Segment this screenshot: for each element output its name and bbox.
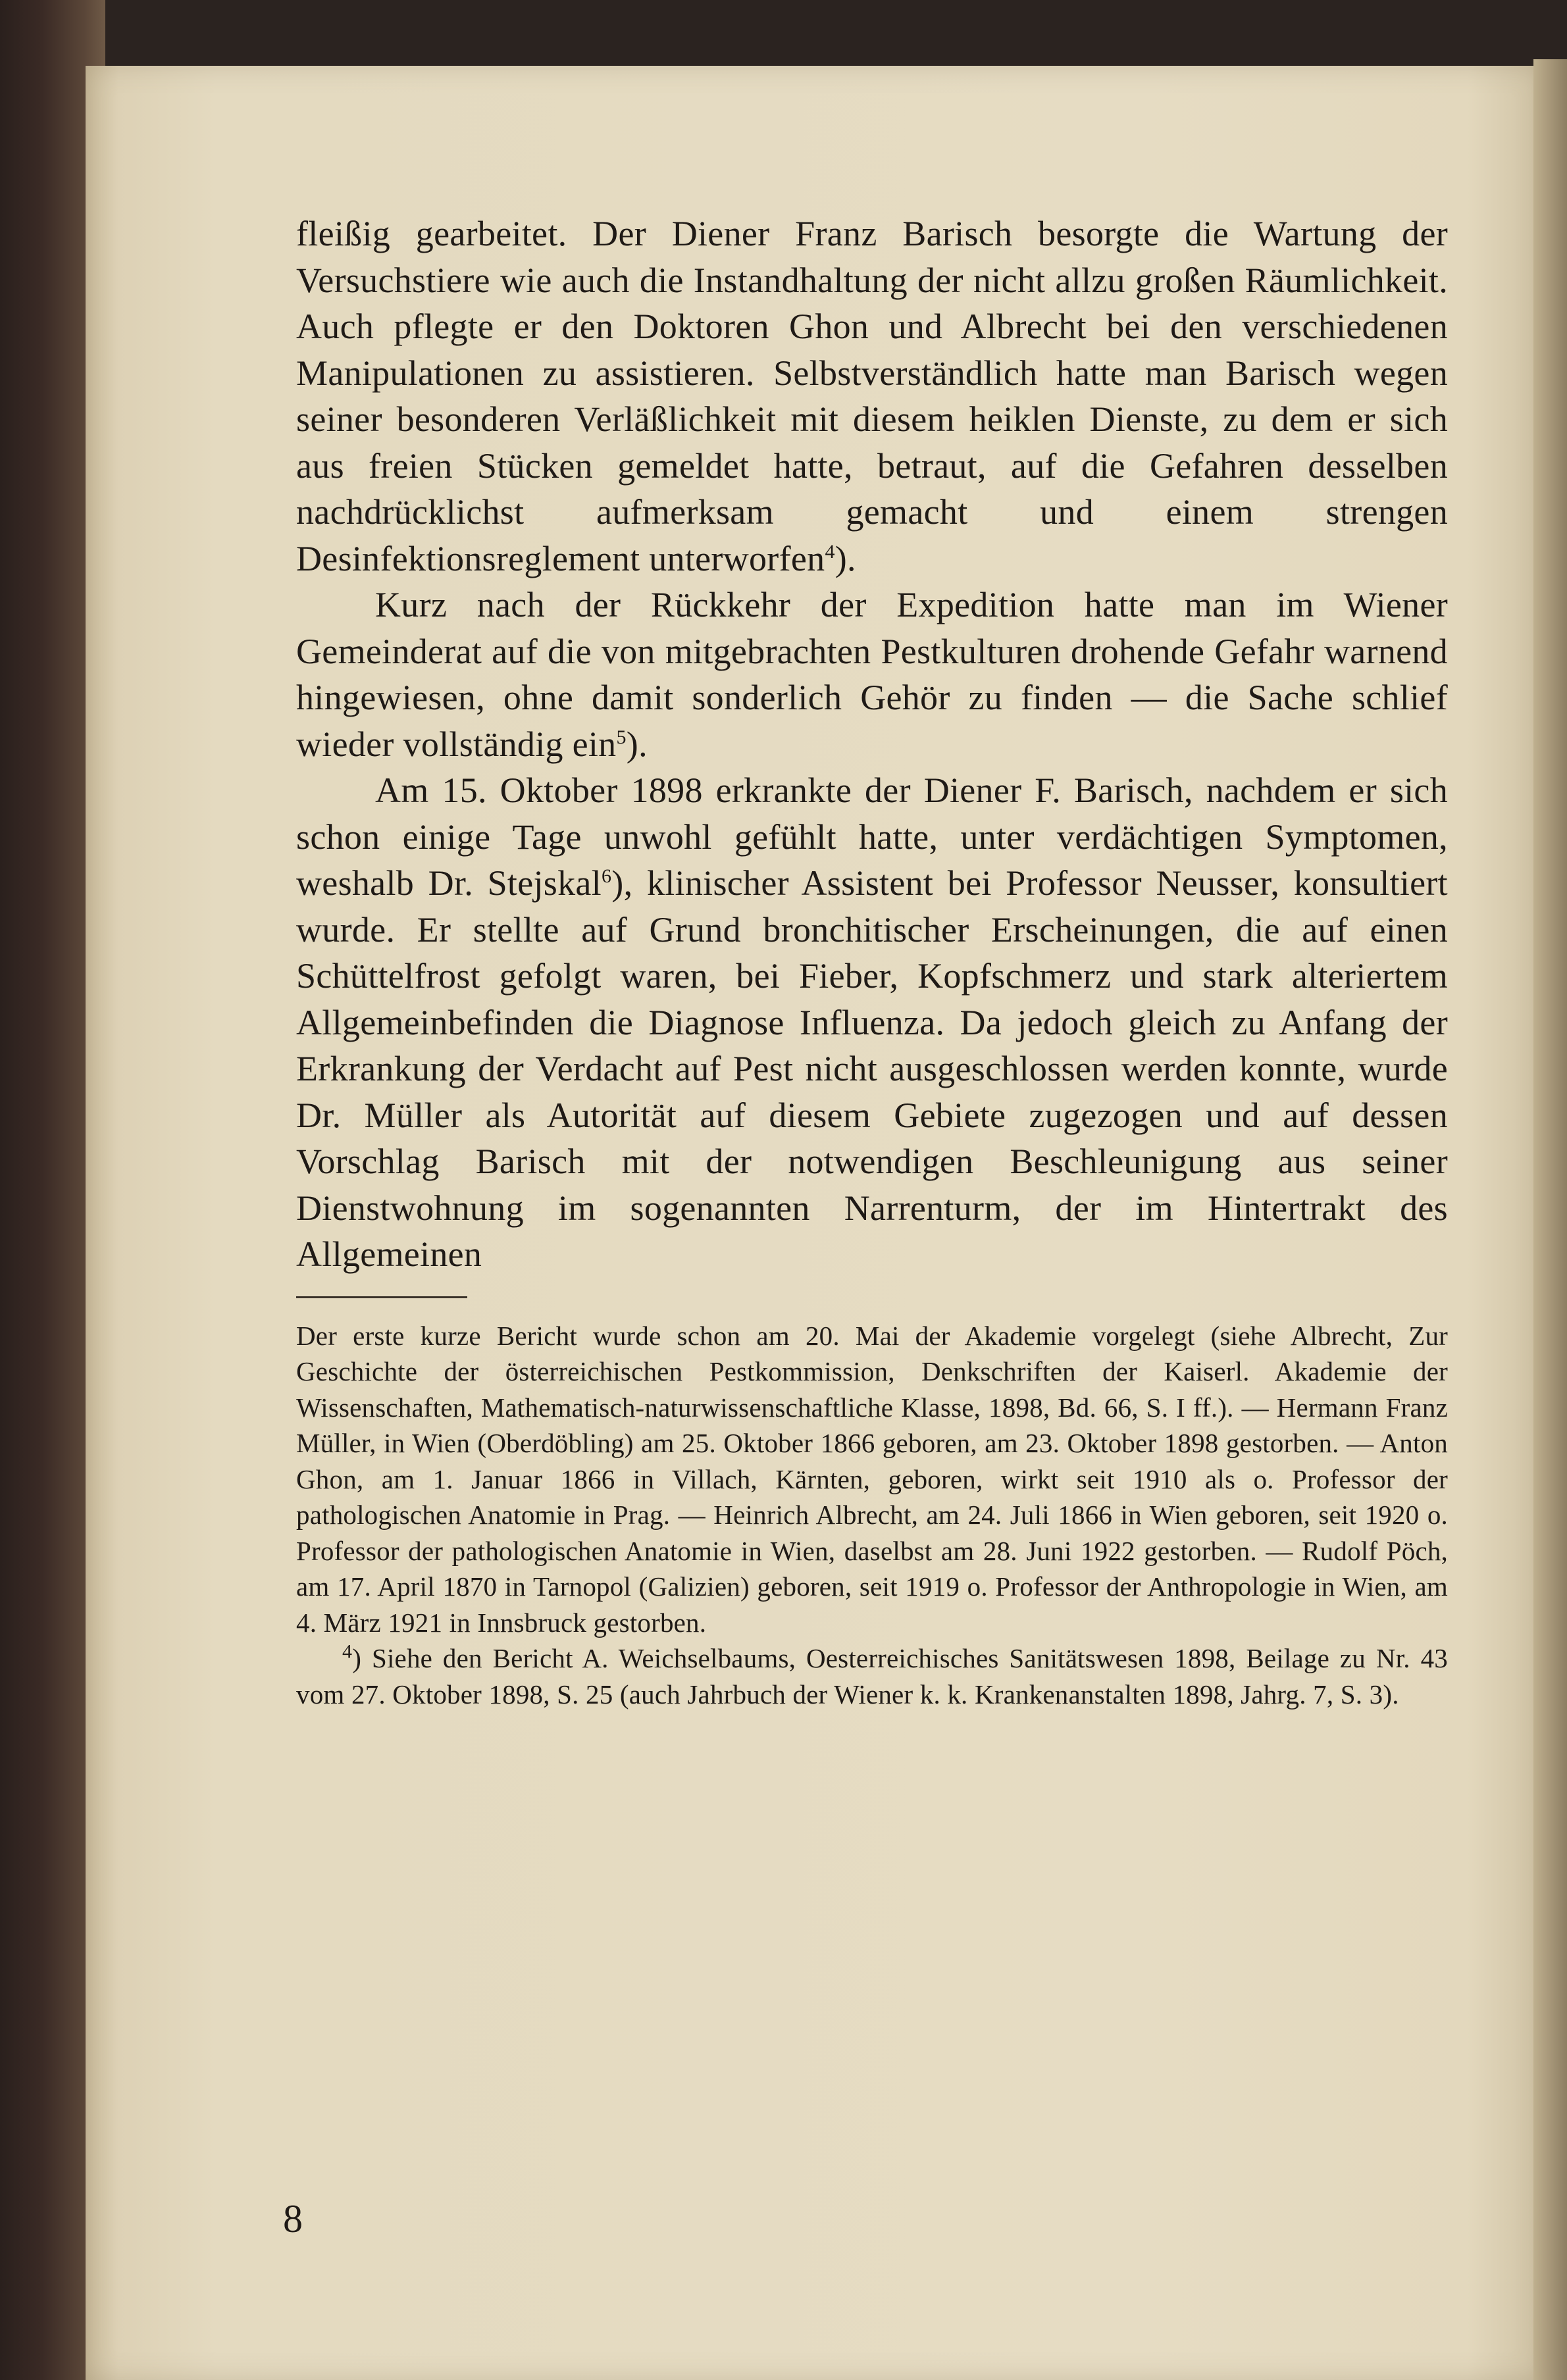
body-paragraph-1: [296, 211, 1448, 582]
footnote-4-text: ) Siehe den Bericht A. Weichselbaums, Oesterreichisches Sanitätswesen 1898, Beilage zu Nr. 43 vom 27. Oktober 1898, S. 25 (auch Jahrbuch der Wiener k. k. Krankenanstalten 1898, Jahrg. 7, S. 3).: [296, 1643, 1448, 1709]
body-paragraph-3: [296, 767, 1448, 1278]
footnote-4: [296, 1640, 1448, 1712]
footnote-ref-6: 6: [601, 865, 612, 887]
paragraph-1-end: ).: [835, 538, 856, 578]
footnote-ref-4: 4: [825, 540, 835, 563]
body-paragraph-2: [296, 582, 1448, 767]
footnote-separator: [296, 1296, 467, 1298]
page-number: 8: [283, 2197, 303, 2241]
footnote-3: [296, 1318, 1448, 1641]
main-text-block: [296, 211, 1448, 1712]
paragraph-3-continuation: ), klinischer Assistent bei Professor Neusser, konsultiert wurde. Er stellte auf Grund bronchitischer Erscheinungen, die auf einen Schüttelfrost gefolgt waren, bei Fieber, Kopfschmerz und stark alteriertem Allgemeinbefinden die Diagnose Influenza. Da jedoch gleich zu Anfang der Erkrankung der Verdacht auf Pest nicht ausgeschlossen werden konnte, wurde Dr. Müller als Autorität auf diesem Gebiete zugezogen und auf dessen Vorschlag Barisch mit der notwendigen Beschleunigung aus seiner Dienstwohnung im sogenannten Narrenturm, der im Hintertrakt des Allgemeinen: [296, 863, 1448, 1274]
footnote-ref-5: 5: [616, 726, 627, 748]
paragraph-2-text: Kurz nach der Rückkehr der Expedition hatte man im Wiener Gemeinderat auf die von mitgebrachten Pestkulturen drohende Gefahr warnend hingewiesen, ohne damit sonderlich Gehör zu finden — die Sache schlief wieder vollständig ein: [296, 585, 1448, 764]
page-right-edge: [1533, 59, 1567, 2380]
paragraph-2-end: ).: [626, 724, 648, 764]
paragraph-1-text: fleißig gearbeitet. Der Diener Franz Barisch besorgte die Wartung der Versuchstiere wie auch die Instandhaltung der nicht allzu großen Räumlichkeit. Auch pflegte er den Doktoren Ghon und Albrecht bei den verschiedenen Manipulationen zu assistieren. Selbstverständlich hatte man Barisch wegen seiner besonderen Verläßlichkeit mit diesem heiklen Dienste, zu dem er sich aus freien Stücken gemeldet hatte, betraut, auf die Gefahren desselben nachdrücklichst aufmerksam gemacht und einem strengen Desinfektionsreglement unterworfen: [296, 214, 1448, 578]
paragraph-3-text: Am 15. Oktober 1898 erkrankte der Diener F. Barisch, nachdem er sich schon einige Tage unwohl gefühlt hatte, unter verdächtigen Symptomen, weshalb Dr. Stejskal: [296, 771, 1448, 903]
footnote-3-text: Der erste kurze Bericht wurde schon am 20. Mai der Akademie vorgelegt (siehe Albrecht, Zur Geschichte der österreichischen Pestkommission, Denkschriften der Kaiserl. Akademie der Wissenschaften, Mathematisch-naturwissenschaftliche Klasse, 1898, Bd. 66, S. I ff.). — Hermann Franz Müller, in Wien (Oberdöbling) am 25. Oktober 1866 geboren, am 23. Oktober 1898 gestorben. — Anton Ghon, am 1. Januar 1866 in Villach, Kärnten, geboren, wirkt seit 1910 als o. Professor der pathologischen Anatomie in Prag. — Heinrich Albrecht, am 24. Juli 1866 in Wien geboren, seit 1920 o. Professor der pathologischen Anatomie in Wien, daselbst am 28. Juni 1922 gestorben. — Rudolf Pöch, am 17. April 1870 in Tarnopol (Galizien) geboren, seit 1919 o. Professor der Anthropologie in Wien, am 4. März 1921 in Innsbruck gestorben.: [296, 1320, 1448, 1638]
footnote-4-mark: 4: [342, 1640, 353, 1663]
